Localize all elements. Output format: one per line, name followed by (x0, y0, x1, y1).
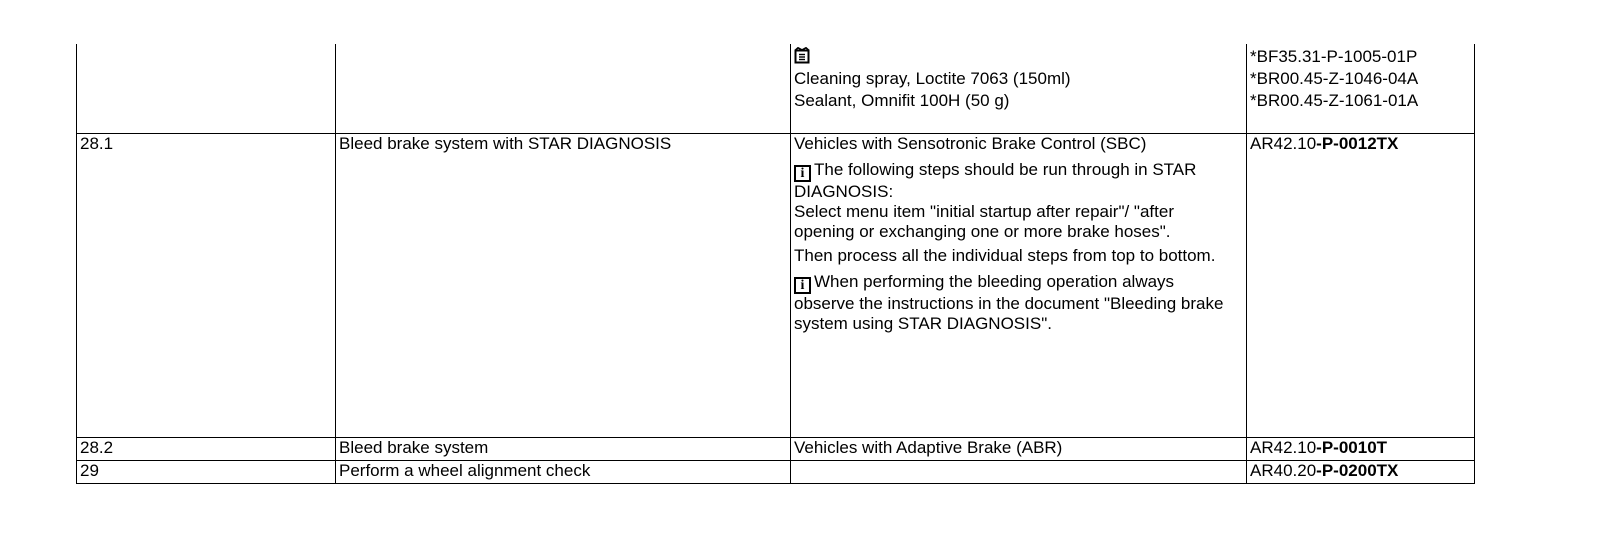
reference-link[interactable]: AR42.10-P-0012TX (1250, 134, 1399, 153)
step-cell: 29 (77, 461, 336, 484)
procedure-table (76, 44, 1475, 484)
info-icon: i (794, 165, 811, 182)
step-cell: 28.1 (77, 134, 336, 438)
tool-box-icon (794, 47, 810, 64)
reference-code[interactable]: *BF35.31-P-1005-01P (1250, 47, 1418, 66)
step-cell (77, 44, 336, 134)
condition-cell: Vehicles with Adaptive Brake (ABR) (791, 438, 1247, 461)
table-row (77, 44, 1475, 134)
info-note: i The following steps should be run through in STAR DIAGNOSIS: (794, 160, 1197, 201)
material-item: Cleaning spray, Loctite 7063 (150ml) (794, 69, 1071, 88)
description-cell: Perform a wheel alignment check (336, 461, 791, 484)
reference-cell (1247, 461, 1475, 484)
table-row (77, 438, 1475, 461)
info-note-text: Select menu item "initial startup after repair"/ "after opening or exchanging one or more brake hoses". (794, 202, 1174, 241)
reference-code[interactable]: *BR00.45-Z-1046-04A (1250, 69, 1419, 88)
reference-link[interactable]: AR40.20-P-0200TX (1250, 461, 1399, 480)
description-cell: Bleed brake system with STAR DIAGNOSIS (336, 134, 791, 438)
reference-cell (1247, 44, 1475, 134)
reference-code[interactable]: *BR00.45-Z-1061-01A (1250, 91, 1419, 110)
table-row (77, 134, 1475, 438)
description-cell (336, 44, 791, 134)
info-note-text: Then process all the individual steps from top to bottom. (794, 246, 1216, 265)
step-cell: 28.2 (77, 438, 336, 461)
reference-cell (1247, 134, 1475, 438)
reference-link[interactable]: AR42.10-P-0010T (1250, 438, 1388, 457)
description-cell: Bleed brake system (336, 438, 791, 461)
table-row (77, 461, 1475, 484)
info-note: i When performing the bleeding operation always observe the instructions in the document "Bleeding brake system using STAR DIAGNOSIS". (794, 272, 1224, 333)
material-item: Sealant, Omnifit 100H (50 g) (794, 91, 1010, 110)
condition-cell (791, 461, 1247, 484)
materials-cell (791, 44, 1247, 134)
info-icon: i (794, 277, 811, 294)
reference-cell (1247, 438, 1475, 461)
condition-cell: Vehicles with Sensotronic Brake Control (SBC) i The following steps should be run through in STAR DIAGNOSIS: Select menu item "initial startup after repair"/ "after opening or exchanging one or more brake hoses". Then process all the individual steps from top to bottom. i When performing the bleeding operation always observe the instructions in the document "Bleeding brake system using STAR DIAGNOSIS". (791, 134, 1247, 438)
